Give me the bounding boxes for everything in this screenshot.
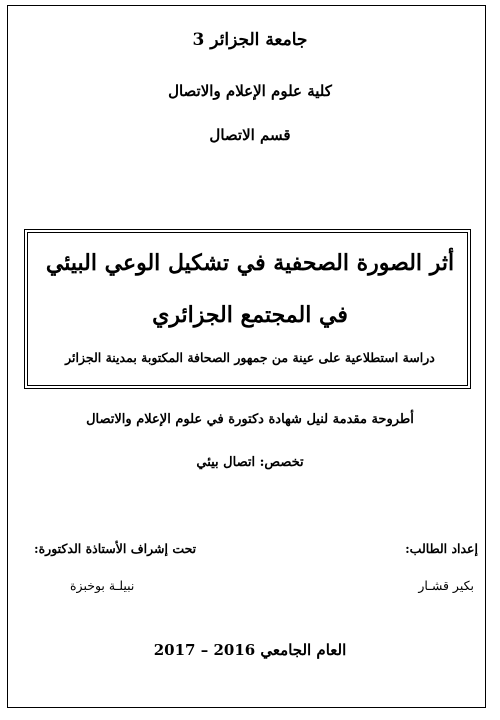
specialization: تخصص: اتصال بيئي (196, 455, 304, 470)
faculty-name: كلية علوم الإعلام والاتصال (168, 82, 332, 100)
thesis-description: أطروحة مقدمة لنيل شهادة دكتورة في علوم الإعلام والاتصال (86, 412, 414, 427)
department-name: قسم الاتصال (209, 126, 291, 144)
thesis-title-line2: في المجتمع الجزائري (152, 302, 348, 328)
university-name: جامعة الجزائر 3 (192, 30, 308, 50)
thesis-title-line1: أثر الصورة الصحفية في تشكيل الوعي البيئي (45, 250, 455, 276)
student-label: إعداد الطالب: (405, 541, 478, 556)
academic-year: العام الجامعي 2016 – 2017 (153, 641, 347, 659)
supervisor-label: تحت إشراف الأستاذة الدكتورة: (34, 541, 197, 556)
supervisor-name: نبيلـة بوخبزة (70, 578, 135, 593)
student-name: بكير قشـار (418, 578, 474, 593)
thesis-subtitle: دراسة استطلاعية على عينة من جمهور الصحافة المكتوبة بمدينة الجزائر (65, 350, 435, 365)
